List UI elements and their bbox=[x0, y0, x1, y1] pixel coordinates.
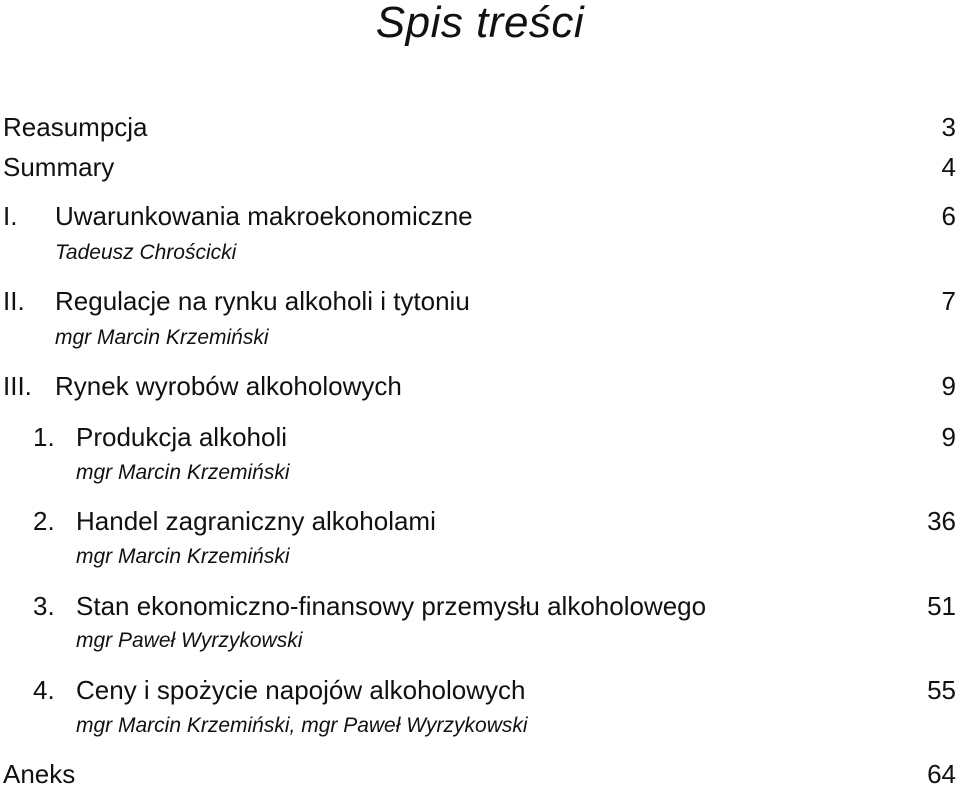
toc-entry-author: mgr Marcin Krzemiński bbox=[76, 461, 290, 484]
toc-entry-number: II. bbox=[3, 286, 25, 316]
toc-entry-number: III. bbox=[3, 371, 32, 401]
toc-entry-page: 9 bbox=[941, 371, 956, 401]
toc-entry-label: Handel zagraniczny alkoholami bbox=[76, 506, 436, 536]
toc-entry-page: 51 bbox=[927, 591, 956, 621]
toc-entry-page: 9 bbox=[941, 422, 956, 452]
toc-entry-page: 3 bbox=[941, 112, 956, 142]
toc-entry-section-2[interactable] bbox=[0, 506, 960, 536]
toc-entry-label: Ceny i spożycie napojów alkoholowych bbox=[76, 675, 526, 705]
toc-entry-chapter-2[interactable] bbox=[0, 286, 960, 316]
toc-entry-label: Regulacje na rynku alkoholi i tytoniu bbox=[55, 286, 470, 316]
toc-entry-section-3[interactable] bbox=[0, 591, 960, 621]
toc-entry-label: Summary bbox=[3, 152, 115, 182]
toc-entry-number: 4. bbox=[33, 675, 55, 705]
toc-entry-number: I. bbox=[3, 201, 18, 231]
toc-entry-page: 6 bbox=[941, 201, 956, 231]
page-title: Spis treści bbox=[375, 0, 585, 47]
toc-entry-reasumpcja[interactable] bbox=[0, 112, 960, 142]
toc-entry-aneks[interactable] bbox=[0, 759, 960, 789]
toc-entry-label: Uwarunkowania makroekonomiczne bbox=[55, 201, 473, 231]
toc-entry-author: mgr Marcin Krzemiński bbox=[76, 545, 290, 568]
toc-entry-label: Produkcja alkoholi bbox=[76, 422, 288, 452]
toc-entry-number: 3. bbox=[33, 591, 55, 621]
toc-entry-author: Tadeusz Chrościcki bbox=[55, 241, 237, 264]
toc-entry-label: Aneks bbox=[3, 759, 76, 789]
toc-entry-chapter-1[interactable] bbox=[0, 201, 960, 231]
toc-entry-number: 2. bbox=[33, 506, 55, 536]
toc-entry-label: Rynek wyrobów alkoholowych bbox=[55, 371, 402, 401]
toc-entry-section-1[interactable] bbox=[0, 422, 960, 452]
toc-entry-section-4[interactable] bbox=[0, 675, 960, 705]
toc-entry-page: 64 bbox=[927, 759, 956, 789]
toc-entry-page: 55 bbox=[927, 675, 956, 705]
toc-entry-chapter-3[interactable] bbox=[0, 371, 960, 401]
toc-entry-summary[interactable] bbox=[0, 152, 960, 182]
toc-entry-number: 1. bbox=[33, 422, 55, 452]
toc-entry-page: 4 bbox=[941, 152, 956, 182]
toc-entry-author: mgr Marcin Krzemiński bbox=[55, 326, 269, 349]
toc-entry-page: 36 bbox=[927, 506, 956, 536]
toc-entry-page: 7 bbox=[941, 286, 956, 316]
toc-entry-author: mgr Marcin Krzemiński, mgr Paweł Wyrzykowski bbox=[76, 714, 528, 737]
toc-entry-label: Stan ekonomiczno-finansowy przemysłu alkoholowego bbox=[76, 591, 707, 621]
toc-entry-label: Reasumpcja bbox=[3, 112, 148, 142]
toc-entry-author: mgr Paweł Wyrzykowski bbox=[76, 629, 303, 652]
